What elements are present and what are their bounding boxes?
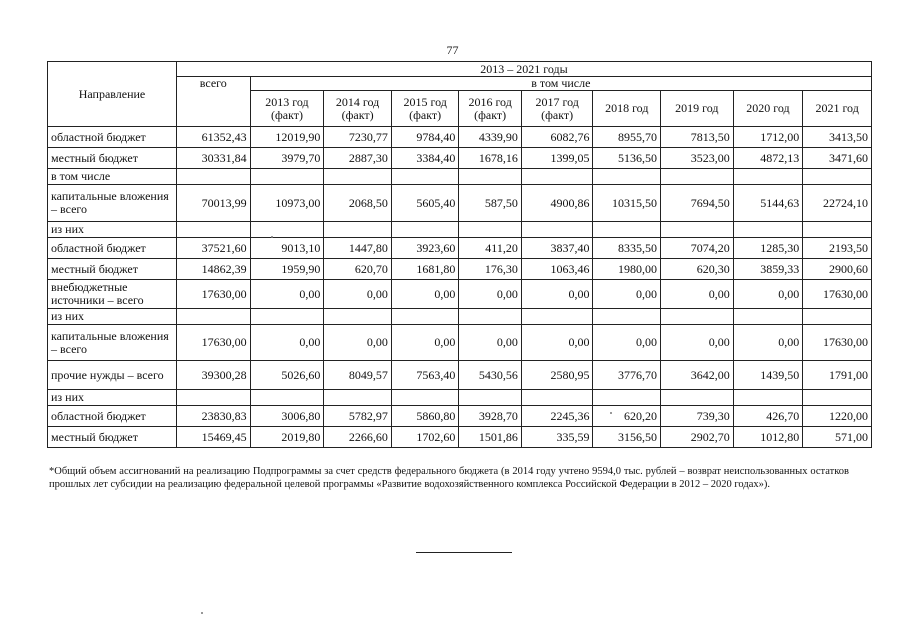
cell-value: 12019,90 <box>250 127 324 148</box>
cell-value: 0,00 <box>593 325 661 361</box>
header-year <box>324 91 392 127</box>
cell-value: 426,70 <box>733 406 803 427</box>
cell-value: 7563,40 <box>391 361 459 390</box>
cell-value: 3979,70 <box>250 148 324 169</box>
row-label: местный бюджет <box>48 427 177 448</box>
table-row <box>48 280 872 309</box>
cell-value: 9013,10 <box>250 238 324 259</box>
cell-value <box>459 169 521 185</box>
cell-value: 3156,50 <box>593 427 661 448</box>
cell-value <box>324 169 392 185</box>
table-row <box>48 427 872 448</box>
cell-value: 10315,50 <box>593 185 661 222</box>
table-row <box>48 259 872 280</box>
cell-value: 0,00 <box>391 280 459 309</box>
table-row <box>48 361 872 390</box>
cell-value: 5782,97 <box>324 406 392 427</box>
scan-speck <box>610 412 612 414</box>
cell-value: 4900,86 <box>521 185 593 222</box>
cell-value: 2019,80 <box>250 427 324 448</box>
header-year <box>733 91 803 127</box>
cell-value: 17630,00 <box>803 280 872 309</box>
cell-value <box>661 390 734 406</box>
cell-total: 23830,83 <box>176 406 250 427</box>
cell-value <box>391 390 459 406</box>
header-year-label: 2018 год <box>605 101 649 115</box>
cell-value: 2068,50 <box>324 185 392 222</box>
row-label: областной бюджет <box>48 238 177 259</box>
cell-value: 0,00 <box>733 325 803 361</box>
cell-value <box>250 169 324 185</box>
cell-value: 2580,95 <box>521 361 593 390</box>
header-year-label: 2016 год <box>468 94 512 109</box>
cell-value: 3923,60 <box>391 238 459 259</box>
cell-value <box>803 222 872 238</box>
header-year-label: 2013 год <box>265 94 309 109</box>
header-including: в том числе <box>250 77 871 91</box>
cell-value <box>250 222 324 238</box>
cell-value: 2193,50 <box>803 238 872 259</box>
cell-total: 17630,00 <box>176 325 250 361</box>
cell-value: 0,00 <box>521 280 593 309</box>
table-row <box>48 406 872 427</box>
row-label: из них <box>48 309 177 325</box>
table-row <box>48 325 872 361</box>
row-label: из них <box>48 222 177 238</box>
cell-value <box>733 309 803 325</box>
header-year-label: 2019 год <box>675 101 719 115</box>
header-year-label: 2021 год <box>815 101 859 115</box>
cell-value: 7694,50 <box>661 185 734 222</box>
cell-total: 37521,60 <box>176 238 250 259</box>
table-row <box>48 309 872 325</box>
cell-value <box>803 169 872 185</box>
cell-value: 3776,70 <box>593 361 661 390</box>
cell-value: 0,00 <box>250 280 324 309</box>
cell-value: 5144,63 <box>733 185 803 222</box>
cell-value: 1063,46 <box>521 259 593 280</box>
cell-value: 5430,56 <box>459 361 521 390</box>
cell-value: 2887,30 <box>324 148 392 169</box>
header-year-label: 2017 год <box>535 94 579 109</box>
cell-total <box>176 309 250 325</box>
header-year-note: (факт) <box>474 107 507 122</box>
cell-value: 1447,80 <box>324 238 392 259</box>
cell-value <box>593 222 661 238</box>
cell-value: 176,30 <box>459 259 521 280</box>
header-year-note: (факт) <box>541 107 574 122</box>
cell-value <box>593 390 661 406</box>
table-row <box>48 148 872 169</box>
cell-value: 0,00 <box>459 325 521 361</box>
cell-value: 5026,60 <box>250 361 324 390</box>
header-period: 2013 – 2021 годы <box>176 62 871 77</box>
header-year-note: (факт) <box>270 107 303 122</box>
cell-value: 22724,10 <box>803 185 872 222</box>
cell-value: 1681,80 <box>391 259 459 280</box>
cell-value: 3523,00 <box>661 148 734 169</box>
cell-value: 7230,77 <box>324 127 392 148</box>
cell-value: 1399,05 <box>521 148 593 169</box>
cell-value: 1439,50 <box>733 361 803 390</box>
cell-value: 0,00 <box>733 280 803 309</box>
budget-table <box>47 61 872 448</box>
cell-value <box>661 309 734 325</box>
cell-value <box>459 309 521 325</box>
row-label: внебюджетные источники – всего <box>48 280 177 309</box>
table-row <box>48 390 872 406</box>
header-year <box>391 91 459 127</box>
cell-value: 10973,00 <box>250 185 324 222</box>
footnote: *Общий объем ассигнований на реализацию Подпрограммы за счет средств федерального бюджета (в 2014 году учтено 9594,0 тыс. рублей – возврат неиспользованных остатков прошлых лет субсидии на реализацию федеральной целевой программы «Развитие водохозяйственного комплекса Российской Федерации в 2012 – 2020 годах»). <box>49 466 849 490</box>
row-label: областной бюджет <box>48 127 177 148</box>
row-label: капитальные вложения – всего <box>48 185 177 222</box>
cell-value <box>250 390 324 406</box>
cell-value <box>733 222 803 238</box>
cell-value <box>661 169 734 185</box>
cell-value: 587,50 <box>459 185 521 222</box>
cell-value: 335,59 <box>521 427 593 448</box>
cell-value: 2266,60 <box>324 427 392 448</box>
cell-value <box>459 390 521 406</box>
cell-value: 4339,90 <box>459 127 521 148</box>
cell-value: 1959,90 <box>250 259 324 280</box>
cell-total <box>176 222 250 238</box>
cell-value: 3928,70 <box>459 406 521 427</box>
cell-value: 1980,00 <box>593 259 661 280</box>
cell-value: 739,30 <box>661 406 734 427</box>
signature-line <box>416 552 512 553</box>
table-row <box>48 238 872 259</box>
cell-total: 17630,00 <box>176 280 250 309</box>
cell-value: 1220,00 <box>803 406 872 427</box>
scan-speck <box>271 236 273 238</box>
cell-value: 620,30 <box>661 259 734 280</box>
cell-value: 8049,57 <box>324 361 392 390</box>
header-total: всего <box>176 77 250 127</box>
cell-value: 2900,60 <box>803 259 872 280</box>
cell-value: 2245,36 <box>521 406 593 427</box>
cell-value <box>593 309 661 325</box>
cell-value: 1501,86 <box>459 427 521 448</box>
row-label: прочие нужды – всего <box>48 361 177 390</box>
header-year <box>459 91 521 127</box>
cell-value: 4872,13 <box>733 148 803 169</box>
cell-value <box>803 309 872 325</box>
cell-value: 3384,40 <box>391 148 459 169</box>
cell-total <box>176 169 250 185</box>
cell-total: 15469,45 <box>176 427 250 448</box>
cell-value: 1791,00 <box>803 361 872 390</box>
cell-value: 0,00 <box>661 325 734 361</box>
header-year-note: (факт) <box>341 107 374 122</box>
cell-value: 0,00 <box>324 325 392 361</box>
cell-value: 0,00 <box>661 280 734 309</box>
cell-value: 0,00 <box>593 280 661 309</box>
cell-value <box>459 222 521 238</box>
row-label: из них <box>48 390 177 406</box>
header-year <box>803 91 872 127</box>
cell-value: 7074,20 <box>661 238 734 259</box>
cell-value: 9784,40 <box>391 127 459 148</box>
row-label: местный бюджет <box>48 148 177 169</box>
cell-value <box>733 390 803 406</box>
cell-value <box>521 390 593 406</box>
table-row <box>48 222 872 238</box>
cell-value: 2902,70 <box>661 427 734 448</box>
cell-value <box>521 169 593 185</box>
cell-value: 8955,70 <box>593 127 661 148</box>
header-year <box>661 91 734 127</box>
cell-value: 0,00 <box>250 325 324 361</box>
cell-value: 5605,40 <box>391 185 459 222</box>
cell-value: 3471,60 <box>803 148 872 169</box>
cell-value <box>521 222 593 238</box>
cell-value <box>250 309 324 325</box>
cell-total <box>176 390 250 406</box>
cell-total: 61352,43 <box>176 127 250 148</box>
cell-value: 1712,00 <box>733 127 803 148</box>
row-label: областной бюджет <box>48 406 177 427</box>
cell-value: 17630,00 <box>803 325 872 361</box>
cell-total: 70013,99 <box>176 185 250 222</box>
header-year-label: 2014 год <box>335 94 380 109</box>
cell-total: 39300,28 <box>176 361 250 390</box>
cell-value <box>803 390 872 406</box>
header-year <box>250 91 324 127</box>
cell-value: 1678,16 <box>459 148 521 169</box>
cell-value: 3859,33 <box>733 259 803 280</box>
cell-value <box>521 309 593 325</box>
cell-value: 571,00 <box>803 427 872 448</box>
row-label: капитальные вложения – всего <box>48 325 177 361</box>
header-year <box>521 91 593 127</box>
cell-value: 0,00 <box>521 325 593 361</box>
row-label: местный бюджет <box>48 259 177 280</box>
cell-value: 8335,50 <box>593 238 661 259</box>
cell-value: 1012,80 <box>733 427 803 448</box>
cell-value: 3006,80 <box>250 406 324 427</box>
table-row <box>48 127 872 148</box>
header-direction: Направление <box>48 62 177 127</box>
table-row <box>48 185 872 222</box>
cell-value: 620,70 <box>324 259 392 280</box>
cell-value <box>593 169 661 185</box>
cell-value: 7813,50 <box>661 127 734 148</box>
cell-total: 30331,84 <box>176 148 250 169</box>
row-label: в том числе <box>48 169 177 185</box>
header-year <box>593 91 661 127</box>
header-year-label: 2020 год <box>746 101 790 115</box>
cell-value: 3642,00 <box>661 361 734 390</box>
cell-value <box>733 169 803 185</box>
cell-value <box>391 169 459 185</box>
cell-value: 0,00 <box>459 280 521 309</box>
cell-value <box>661 222 734 238</box>
page-number: 77 <box>446 43 459 57</box>
cell-value: 5860,80 <box>391 406 459 427</box>
cell-value: 3413,50 <box>803 127 872 148</box>
cell-value: 620,20 <box>593 406 661 427</box>
cell-value: 3837,40 <box>521 238 593 259</box>
header-year-note: (факт) <box>409 107 442 122</box>
cell-value <box>324 222 392 238</box>
cell-total: 14862,39 <box>176 259 250 280</box>
cell-value: 6082,76 <box>521 127 593 148</box>
cell-value: 0,00 <box>324 280 392 309</box>
cell-value <box>391 222 459 238</box>
cell-value: 411,20 <box>459 238 521 259</box>
cell-value <box>391 309 459 325</box>
cell-value: 1702,60 <box>391 427 459 448</box>
table-row <box>48 169 872 185</box>
cell-value <box>324 309 392 325</box>
cell-value: 5136,50 <box>593 148 661 169</box>
cell-value: 0,00 <box>391 325 459 361</box>
cell-value <box>324 390 392 406</box>
scan-speck <box>201 612 203 614</box>
cell-value: 1285,30 <box>733 238 803 259</box>
header-year-label: 2015 год <box>403 94 447 109</box>
